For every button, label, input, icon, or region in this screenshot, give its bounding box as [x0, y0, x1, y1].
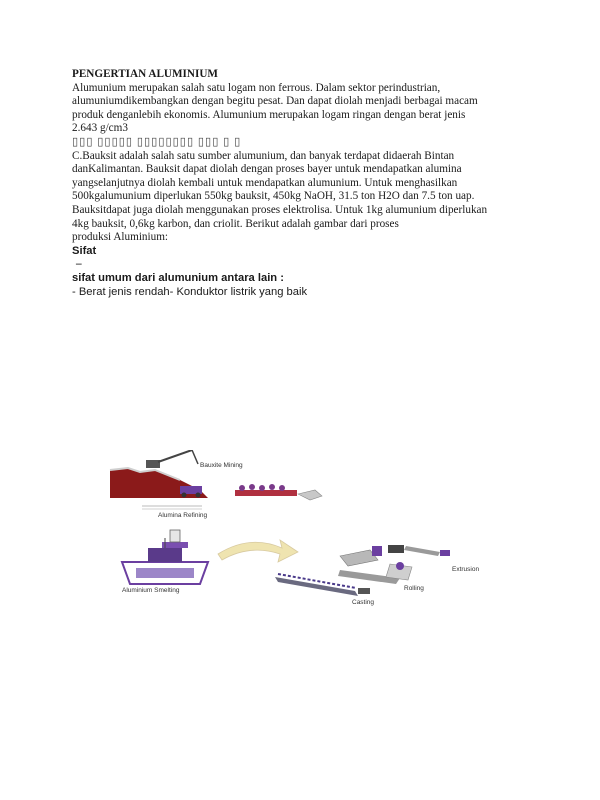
paragraph-line: alumuniumdikembangkan dengan begitu pesat. Dan dapat diolah menjadi berbagai macam	[72, 95, 478, 108]
alumina-refining-label: Alumina Refining	[158, 512, 208, 519]
paragraph-line: danKalimantan. Bauksit dapat diolah dengan proses bayer untuk mendapatkan alumina	[72, 163, 462, 176]
aluminium-production-diagram	[100, 450, 500, 610]
sifat-list: - Berat jenis rendah- Konduktor listrik yang baik	[72, 285, 308, 298]
text-block	[72, 68, 512, 299]
paragraph-line: C.Bauksit adalah salah satu sumber alumunium, dan banyak terdapat didaerah Bintan	[72, 149, 455, 162]
alumina-refining-illustration	[142, 506, 202, 509]
paragraph-line: produksi Aluminium:	[72, 231, 169, 244]
aluminium-smelting-label: Aluminium Smelting	[122, 587, 180, 594]
extrusion-label: Extrusion	[452, 566, 480, 573]
paragraph-line: 2.643 g/cm3	[72, 122, 128, 135]
paragraph-line: Alumunium merupakan salah satu logam non ferrous. Dalam sektor perindustrian,	[72, 81, 441, 94]
rolling-label: Rolling	[404, 585, 424, 592]
paragraph-line: Bauksitdapat juga diolah menggunakan proses elektrolisa. Untuk 1kg alumunium diperlukan	[72, 203, 488, 216]
paragraph-line: 4kg bauksit, 0,6kg karbon, dan criolit. Berikut adalah gambar dari proses	[72, 217, 399, 230]
paragraph-line: produk denganlebih ekonomis. Alumunium merupakan logam ringan dengan berat jenis	[72, 108, 466, 121]
paragraph-line: 500kgalumunium diperlukan 550kg bauksit, 450kg NaOH, 31.5 ton H2O dan 7.5 ton uap.	[72, 190, 475, 203]
garbled-text-line: ▯▯▯ ▯▯▯▯▯ ▯▯▯▯▯▯▯▯ ▯▯▯ ▯ ▯	[72, 135, 242, 148]
ore-conveyor-illustration	[235, 484, 322, 500]
dash-line: –	[76, 258, 82, 271]
bauxite-mining-label: Bauxite Mining	[200, 462, 243, 469]
paragraph-line: yangselanjutnya diolah kembali untuk mendapatkan alumunium. Untuk menghasilkan	[72, 176, 458, 189]
aluminium-smelting-illustration	[122, 530, 208, 584]
sifat-subheading: sifat umum dari alumunium antara lain :	[72, 271, 284, 284]
bauxite-mining-illustration	[110, 450, 208, 498]
sifat-heading: Sifat	[72, 244, 97, 257]
process-arrow-icon	[218, 540, 298, 562]
casting-label: Casting	[352, 599, 375, 606]
extrusion-illustration	[340, 545, 450, 566]
page-title: PENGERTIAN ALUMINIUM	[72, 68, 218, 80]
